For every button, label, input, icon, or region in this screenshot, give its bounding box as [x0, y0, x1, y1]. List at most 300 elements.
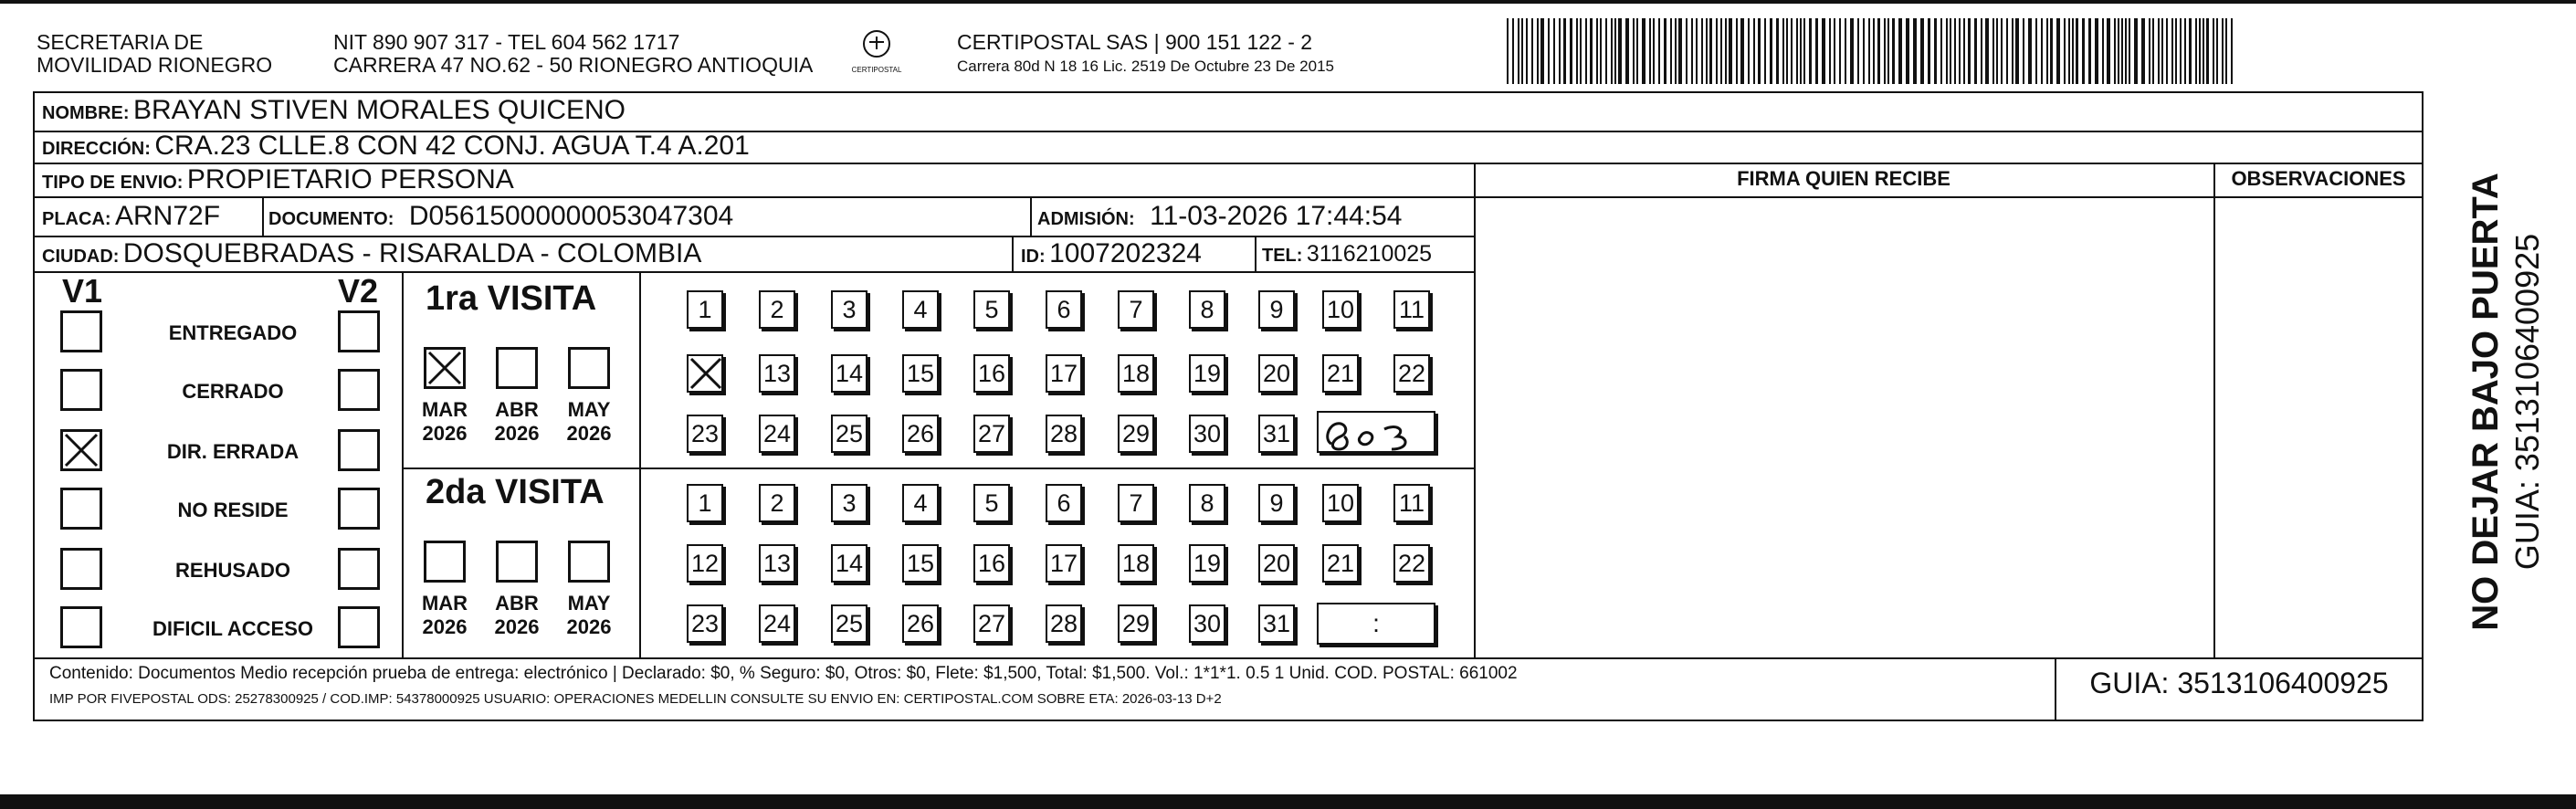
day-number[interactable]: 14: [835, 360, 864, 387]
day-number[interactable]: 24: [762, 610, 792, 637]
id-row: [1021, 238, 1202, 269]
plate-label: PLACA:: [42, 209, 111, 229]
day-box[interactable]: [973, 290, 1010, 329]
month-year[interactable]: 2026: [422, 615, 468, 638]
barcode-bar: [1736, 18, 1738, 84]
barcode-bar: [1800, 18, 1802, 84]
day-checked-mark: [689, 356, 723, 400]
day-box[interactable]: [1189, 290, 1225, 329]
day-number[interactable]: 31: [1262, 420, 1291, 447]
barcode-bar: [1729, 18, 1732, 84]
barcode-bar: [1934, 18, 1937, 84]
day-number[interactable]: 18: [1121, 550, 1151, 577]
barcode-bar: [2046, 18, 2048, 84]
barcode-bar: [2206, 18, 2209, 84]
barcode-bar: [2072, 18, 2074, 84]
barcode-bar: [1845, 18, 1846, 84]
v1-checkbox[interactable]: [60, 488, 102, 530]
org-block: [37, 31, 272, 77]
month-label[interactable]: MAY: [567, 398, 611, 421]
month-year[interactable]: 2026: [422, 422, 468, 445]
bottom-bar: [0, 794, 2576, 809]
day-number[interactable]: 15: [906, 550, 935, 577]
month-label[interactable]: MAR: [421, 398, 468, 421]
barcode-bar: [2180, 18, 2182, 84]
day-number[interactable]: 7: [1129, 296, 1143, 323]
barcode-bar: [1946, 18, 1948, 84]
row-line-4: [33, 236, 1474, 237]
v2-checkbox[interactable]: [338, 606, 380, 648]
barcode-bar: [2129, 18, 2130, 84]
day-box[interactable]: [831, 290, 867, 329]
day-box[interactable]: [759, 354, 795, 393]
status-label[interactable]: ENTREGADO: [168, 321, 298, 344]
day-box[interactable]: [1046, 415, 1082, 453]
day-number[interactable]: 2: [770, 296, 784, 323]
admission-row: [1037, 201, 1402, 232]
day-box[interactable]: [687, 544, 723, 583]
day-number[interactable]: 25: [835, 610, 864, 637]
v1-checkbox[interactable]: [60, 369, 102, 411]
document-value: D05615000000053047304: [408, 201, 734, 231]
day-number[interactable]: 22: [1397, 550, 1426, 577]
day-number[interactable]: 13: [762, 360, 792, 387]
month-checkbox[interactable]: [568, 347, 610, 389]
day-box[interactable]: [687, 604, 723, 643]
barcode-bar: [1585, 18, 1587, 84]
day-box[interactable]: [1189, 415, 1225, 453]
signature-header: FIRMA QUIEN RECIBE: [1737, 167, 1950, 190]
signature-area[interactable]: [1476, 199, 2212, 656]
day-box[interactable]: [1118, 484, 1154, 522]
status-label[interactable]: REHUSADO: [175, 559, 290, 582]
barcode-bar: [1590, 18, 1593, 84]
day-number[interactable]: 15: [906, 360, 935, 387]
day-box[interactable]: [831, 484, 867, 522]
v2-checkbox[interactable]: [338, 488, 380, 530]
day-number[interactable]: 14: [835, 550, 864, 577]
day-box[interactable]: [687, 484, 723, 522]
side-title: NO DEJAR BAJO PUERTA: [2466, 173, 2506, 631]
nit-line1: NIT 890 907 317 - TEL 604 562 1717: [333, 30, 680, 54]
nit-line2: CARRERA 47 NO.62 - 50 RIONEGRO ANTIOQUIA: [333, 53, 814, 77]
barcode-bar: [1809, 18, 1812, 84]
status-label[interactable]: CERRADO: [182, 380, 284, 403]
barcode-bar: [2195, 18, 2197, 84]
tel-label: TEL:: [1262, 246, 1303, 266]
barcode-bar: [1954, 18, 1956, 84]
visit1-time-box[interactable]: [1317, 411, 1435, 453]
day-box[interactable]: [902, 604, 939, 643]
barcode-bar: [1701, 18, 1703, 84]
id-divider: [1012, 236, 1014, 271]
barcode-bar: [2028, 18, 2032, 84]
day-number[interactable]: 6: [1057, 296, 1071, 323]
day-box[interactable]: [1118, 415, 1154, 453]
barcode-bar: [1850, 18, 1854, 84]
plate-row: [42, 201, 220, 232]
day-number[interactable]: 2: [770, 489, 784, 517]
month-year[interactable]: 2026: [494, 615, 540, 638]
day-box[interactable]: [687, 290, 723, 329]
barcode-bar: [1526, 18, 1528, 84]
day-number[interactable]: 31: [1262, 610, 1291, 637]
day-number[interactable]: 22: [1397, 360, 1426, 387]
day-number[interactable]: 1: [698, 489, 712, 517]
barcode-bar: [2012, 18, 2013, 84]
barcode-bar: [1670, 18, 1672, 84]
plate-value: ARN72F: [115, 201, 221, 231]
day-box[interactable]: [1189, 484, 1225, 522]
day-number[interactable]: 17: [1049, 360, 1078, 387]
day-box[interactable]: [973, 415, 1010, 453]
id-value: 1007202324: [1049, 238, 1202, 268]
barcode-bar: [1633, 18, 1635, 84]
barcode-bar: [1596, 18, 1598, 84]
barcode-bar: [2068, 18, 2070, 84]
day-box[interactable]: [973, 604, 1010, 643]
barcode-bar: [1968, 18, 1971, 84]
v2-checkbox[interactable]: [338, 429, 380, 471]
day-box[interactable]: [1322, 354, 1359, 393]
day-number[interactable]: 1: [698, 296, 712, 323]
frame-top: [33, 91, 2424, 93]
address-label: DIRECCIÓN:: [42, 139, 151, 159]
v2-checkbox[interactable]: [338, 548, 380, 590]
visit1-title: 1ra VISITA: [426, 279, 597, 318]
barcode-bar: [2141, 18, 2145, 84]
v1-checkbox[interactable]: [60, 310, 102, 352]
month-checkbox[interactable]: [424, 347, 466, 389]
day-number[interactable]: 12: [690, 550, 720, 577]
visit2-title: 2da VISITA: [426, 473, 605, 511]
row-line-3: [33, 196, 1474, 198]
barcode-bar: [2056, 18, 2060, 84]
barcode-bar: [1521, 18, 1523, 84]
footer-guia: GUIA: 3513106400925: [2089, 667, 2389, 699]
month-checkbox[interactable]: [568, 541, 610, 583]
document-row: [268, 201, 733, 232]
v2-checkbox[interactable]: [338, 310, 380, 352]
day-box[interactable]: [759, 290, 795, 329]
name-value: BRAYAN STIVEN MORALES QUICENO: [133, 95, 626, 125]
day-box[interactable]: [759, 484, 795, 522]
barcode-bar: [1580, 18, 1582, 84]
barcode-bar: [1686, 18, 1688, 84]
barcode-bar: [2076, 18, 2078, 84]
day-box[interactable]: [1189, 604, 1225, 643]
barcode-bar: [2199, 18, 2201, 84]
barcode-bar: [2107, 18, 2110, 84]
day-box[interactable]: [902, 484, 939, 522]
barcode-bar: [1706, 18, 1708, 84]
day-number[interactable]: 16: [977, 550, 1006, 577]
day-number[interactable]: 8: [1200, 296, 1214, 323]
day-box[interactable]: [902, 354, 939, 393]
frame-bottom: [33, 720, 2424, 721]
carrier-line2: Carrera 80d N 18 16 Lic. 2519 De Octubre 23 De 2015: [957, 58, 1334, 75]
barcode-bar: [2114, 18, 2116, 84]
barcode-bar: [2064, 18, 2066, 84]
barcode-bar: [1540, 18, 1544, 84]
org-line2: MOVILIDAD RIONEGRO: [37, 53, 273, 77]
day-box[interactable]: [1258, 354, 1295, 393]
day-box[interactable]: [759, 544, 795, 583]
barcode-bar: [2158, 18, 2160, 84]
day-number[interactable]: 24: [762, 420, 792, 447]
barcode-bar: [1834, 18, 1835, 84]
day-number[interactable]: 18: [1121, 360, 1151, 387]
month-year[interactable]: 2026: [566, 422, 612, 445]
barcode: [1507, 18, 2237, 84]
day-box[interactable]: [831, 354, 867, 393]
barcode-bar: [1600, 18, 1602, 84]
barcode-bar: [2050, 18, 2053, 84]
month-checkbox[interactable]: [496, 541, 538, 583]
month-label[interactable]: MAY: [567, 592, 611, 615]
status-label[interactable]: NO RESIDE: [177, 499, 289, 521]
day-box[interactable]: [1258, 415, 1295, 453]
day-box[interactable]: [1393, 484, 1430, 522]
barcode-bar: [1618, 18, 1622, 84]
day-number[interactable]: 23: [690, 610, 720, 637]
barcode-bar: [2225, 18, 2227, 84]
day-box[interactable]: [973, 544, 1010, 583]
day-box[interactable]: [1118, 604, 1154, 643]
barcode-bar: [1605, 18, 1607, 84]
day-number[interactable]: 29: [1121, 610, 1151, 637]
day-number[interactable]: 30: [1193, 610, 1222, 637]
barcode-bar: [1614, 18, 1616, 84]
day-box[interactable]: [902, 415, 939, 453]
day-box[interactable]: [831, 604, 867, 643]
day-number[interactable]: 10: [1326, 296, 1355, 323]
barcode-bar: [1531, 18, 1533, 84]
day-number[interactable]: 27: [977, 610, 1006, 637]
day-box[interactable]: [1258, 604, 1295, 643]
day-number[interactable]: 27: [977, 420, 1006, 447]
admission-label: ADMISIÓN:: [1037, 209, 1135, 229]
barcode-bar: [1716, 18, 1718, 84]
barcode-bar: [2203, 18, 2204, 84]
day-number[interactable]: 6: [1057, 489, 1071, 517]
day-number[interactable]: 4: [913, 296, 928, 323]
day-number[interactable]: 10: [1326, 489, 1355, 517]
side-guia: GUIA: 3513106400925: [2508, 233, 2546, 571]
day-box[interactable]: [1393, 290, 1430, 329]
barcode-bar: [1548, 18, 1550, 84]
visit1-time-handwriting: [1319, 413, 1437, 455]
side-text: [2464, 119, 2548, 685]
day-number[interactable]: 20: [1262, 360, 1291, 387]
barcode-bar: [2222, 18, 2224, 84]
barcode-bar: [1559, 18, 1561, 84]
day-number[interactable]: 21: [1326, 550, 1355, 577]
day-number[interactable]: 16: [977, 360, 1006, 387]
barcode-bar: [1829, 18, 1831, 84]
month-label[interactable]: ABR: [495, 592, 539, 615]
admission-value: 11-03-2026 17:44:54: [1150, 201, 1403, 231]
obs-divider: [2213, 163, 2215, 657]
barcode-bar: [1576, 18, 1578, 84]
day-number[interactable]: 11: [1398, 296, 1425, 323]
day-number[interactable]: 20: [1262, 550, 1291, 577]
barcode-bar: [2216, 18, 2218, 84]
v1-checkbox[interactable]: [60, 548, 102, 590]
day-box[interactable]: [1046, 484, 1082, 522]
day-box[interactable]: [1322, 484, 1359, 522]
day-number[interactable]: 19: [1193, 550, 1222, 577]
barcode-bar: [1985, 18, 1989, 84]
day-number[interactable]: 13: [762, 550, 792, 577]
day-box[interactable]: [1322, 544, 1359, 583]
day-box[interactable]: [1322, 290, 1359, 329]
month-year[interactable]: 2026: [566, 615, 612, 638]
day-box[interactable]: [759, 604, 795, 643]
day-number[interactable]: 26: [906, 610, 935, 637]
day-box[interactable]: [759, 415, 795, 453]
day-box[interactable]: [902, 290, 939, 329]
barcode-bar: [2231, 18, 2233, 84]
day-number[interactable]: 8: [1200, 489, 1214, 517]
day-number[interactable]: 29: [1121, 420, 1151, 447]
top-border: [0, 0, 2576, 4]
day-box[interactable]: [1258, 290, 1295, 329]
day-box[interactable]: [687, 415, 723, 453]
barcode-bar: [2171, 18, 2173, 84]
barcode-bar: [1950, 18, 1951, 84]
barcode-bar: [1611, 18, 1613, 84]
footer-divider: [2055, 657, 2056, 720]
day-number[interactable]: 7: [1129, 489, 1143, 517]
barcode-bar: [1782, 18, 1784, 84]
day-box[interactable]: [1118, 290, 1154, 329]
day-box[interactable]: [1046, 290, 1082, 329]
day-number[interactable]: 9: [1269, 296, 1284, 323]
frame-right: [2422, 91, 2424, 721]
name-row: [42, 95, 626, 126]
visit2-time-box[interactable]: :: [1317, 603, 1435, 645]
barcode-bar: [1512, 18, 1514, 84]
type-value: PROPIETARIO PERSONA: [186, 164, 514, 194]
day-number[interactable]: 11: [1398, 489, 1425, 517]
admission-divider: [1030, 196, 1032, 236]
barcode-bar: [1906, 18, 1909, 84]
day-box[interactable]: [973, 484, 1010, 522]
barcode-bar: [1996, 18, 1998, 84]
day-number[interactable]: 26: [906, 420, 935, 447]
barcode-bar: [1898, 18, 1902, 84]
day-box[interactable]: [902, 544, 939, 583]
day-number[interactable]: 23: [690, 420, 720, 447]
day-box[interactable]: [831, 415, 867, 453]
day-number[interactable]: 19: [1193, 360, 1222, 387]
day-number[interactable]: 28: [1049, 420, 1078, 447]
observations-area[interactable]: [2217, 199, 2420, 656]
month-label[interactable]: ABR: [495, 398, 539, 421]
day-number[interactable]: 17: [1049, 550, 1078, 577]
status-label[interactable]: DIFICIL ACCESO: [152, 617, 313, 640]
barcode-bar: [2035, 18, 2037, 84]
month-label[interactable]: MAR: [421, 592, 468, 615]
barcode-bar: [1868, 18, 1870, 84]
barcode-bar: [2189, 18, 2192, 84]
barcode-bar: [2152, 18, 2154, 84]
v1-checkbox[interactable]: [60, 429, 102, 471]
barcode-bar: [1981, 18, 1982, 84]
barcode-bar: [1625, 18, 1629, 84]
day-box[interactable]: [1046, 604, 1082, 643]
barcode-bar: [1518, 18, 1519, 84]
day-box[interactable]: [973, 354, 1010, 393]
day-box[interactable]: [1189, 544, 1225, 583]
row-line-5: [33, 271, 1474, 273]
barcode-bar: [1815, 18, 1818, 84]
barcode-bar: [1636, 18, 1638, 84]
month-checkbox[interactable]: [496, 347, 538, 389]
city-row: [42, 238, 701, 269]
barcode-bar: [1776, 18, 1779, 84]
barcode-bar: [2001, 18, 2003, 84]
barcode-bar: [2125, 18, 2127, 84]
barcode-bar: [1887, 18, 1889, 84]
day-number[interactable]: 21: [1326, 360, 1355, 387]
id-label: ID:: [1021, 247, 1046, 267]
day-number[interactable]: 5: [984, 296, 999, 323]
day-box[interactable]: [831, 544, 867, 583]
day-box[interactable]: [1393, 354, 1430, 393]
day-box[interactable]: [1258, 484, 1295, 522]
city-label: CIUDAD:: [42, 247, 120, 267]
day-number[interactable]: 3: [842, 489, 857, 517]
day-box[interactable]: [1046, 354, 1082, 393]
day-box[interactable]: [1118, 544, 1154, 583]
carrier-line1: CERTIPOSTAL SAS | 900 151 122 - 2: [957, 30, 1313, 54]
day-number[interactable]: 9: [1269, 489, 1284, 517]
barcode-bar: [1877, 18, 1880, 84]
barcode-bar: [1537, 18, 1539, 84]
barcode-bar: [1748, 18, 1750, 84]
frame-left: [33, 91, 35, 721]
barcode-bar: [1791, 18, 1793, 84]
nit-block: [333, 31, 813, 77]
day-number[interactable]: 25: [835, 420, 864, 447]
barcode-bar: [1786, 18, 1788, 84]
status-label[interactable]: DIR. ERRADA: [166, 440, 300, 463]
day-number[interactable]: 28: [1049, 610, 1078, 637]
day-box[interactable]: [1393, 544, 1430, 583]
day-box[interactable]: [1046, 544, 1082, 583]
day-number[interactable]: 4: [913, 489, 928, 517]
barcode-bar: [1992, 18, 1994, 84]
barcode-bar: [1803, 18, 1805, 84]
name-label: NOMBRE:: [42, 103, 130, 123]
barcode-bar: [1892, 18, 1895, 84]
day-box[interactable]: [687, 354, 723, 393]
v1-checkbox[interactable]: [60, 606, 102, 648]
day-number[interactable]: 30: [1193, 420, 1222, 447]
day-number[interactable]: 5: [984, 489, 999, 517]
day-box[interactable]: [1118, 354, 1154, 393]
day-box[interactable]: [1189, 354, 1225, 393]
day-box[interactable]: [1258, 544, 1295, 583]
day-number[interactable]: 3: [842, 296, 857, 323]
month-year[interactable]: 2026: [494, 422, 540, 445]
barcode-bar: [2166, 18, 2168, 84]
month-checkbox[interactable]: [424, 541, 466, 583]
v2-checkbox[interactable]: [338, 369, 380, 411]
barcode-bar: [1770, 18, 1772, 84]
